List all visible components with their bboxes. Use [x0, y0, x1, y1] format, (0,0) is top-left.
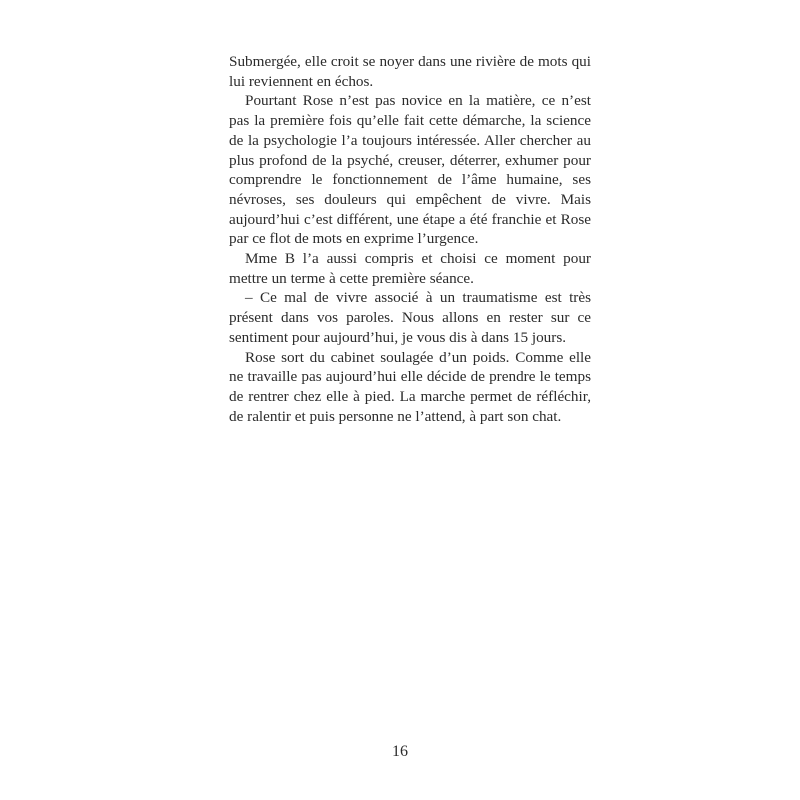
page-number: 16	[392, 743, 408, 760]
paragraph-5: Rose sort du cabinet soulagée d’un poids. Comme elle ne travaille pas aujourd’hui elle décide de prendre le temps de rentrer chez elle à pied. La marche permet de réfléchir, de ralentir et puis personne ne l’attend, à part son chat.	[229, 348, 591, 425]
paragraph-2: Pourtant Rose n’est pas novice en la matière, ce n’est pas la première fois qu’elle fait cette démarche, la science de la psychologie l’a toujours intéressée. Aller chercher au plus profond de la psyché, creuser, déterrer, exhumer pour comprendre le fonctionnement de l’âme humaine, ses névroses, ses douleurs qui empêchent de vivre. Mais aujourd’hui c’est différent, une étape a été franchie et Rose par ce flot de mots en exprime l’urgence.	[229, 92, 591, 248]
paragraph-1: Submergée, elle croit se noyer dans une rivière de mots qui lui reviennent en échos.	[229, 53, 591, 90]
paragraph-3: Mme B l’a aussi compris et choisi ce moment pour mettre un terme à cette première séance.	[229, 250, 591, 287]
body-text	[229, 52, 591, 426]
paragraph-4: – Ce mal de vivre associé à un traumatisme est très présent dans vos paroles. Nous allons en rester sur ce sentiment pour aujourd’hui, je vous dis à dans 15 jours.	[229, 289, 591, 346]
